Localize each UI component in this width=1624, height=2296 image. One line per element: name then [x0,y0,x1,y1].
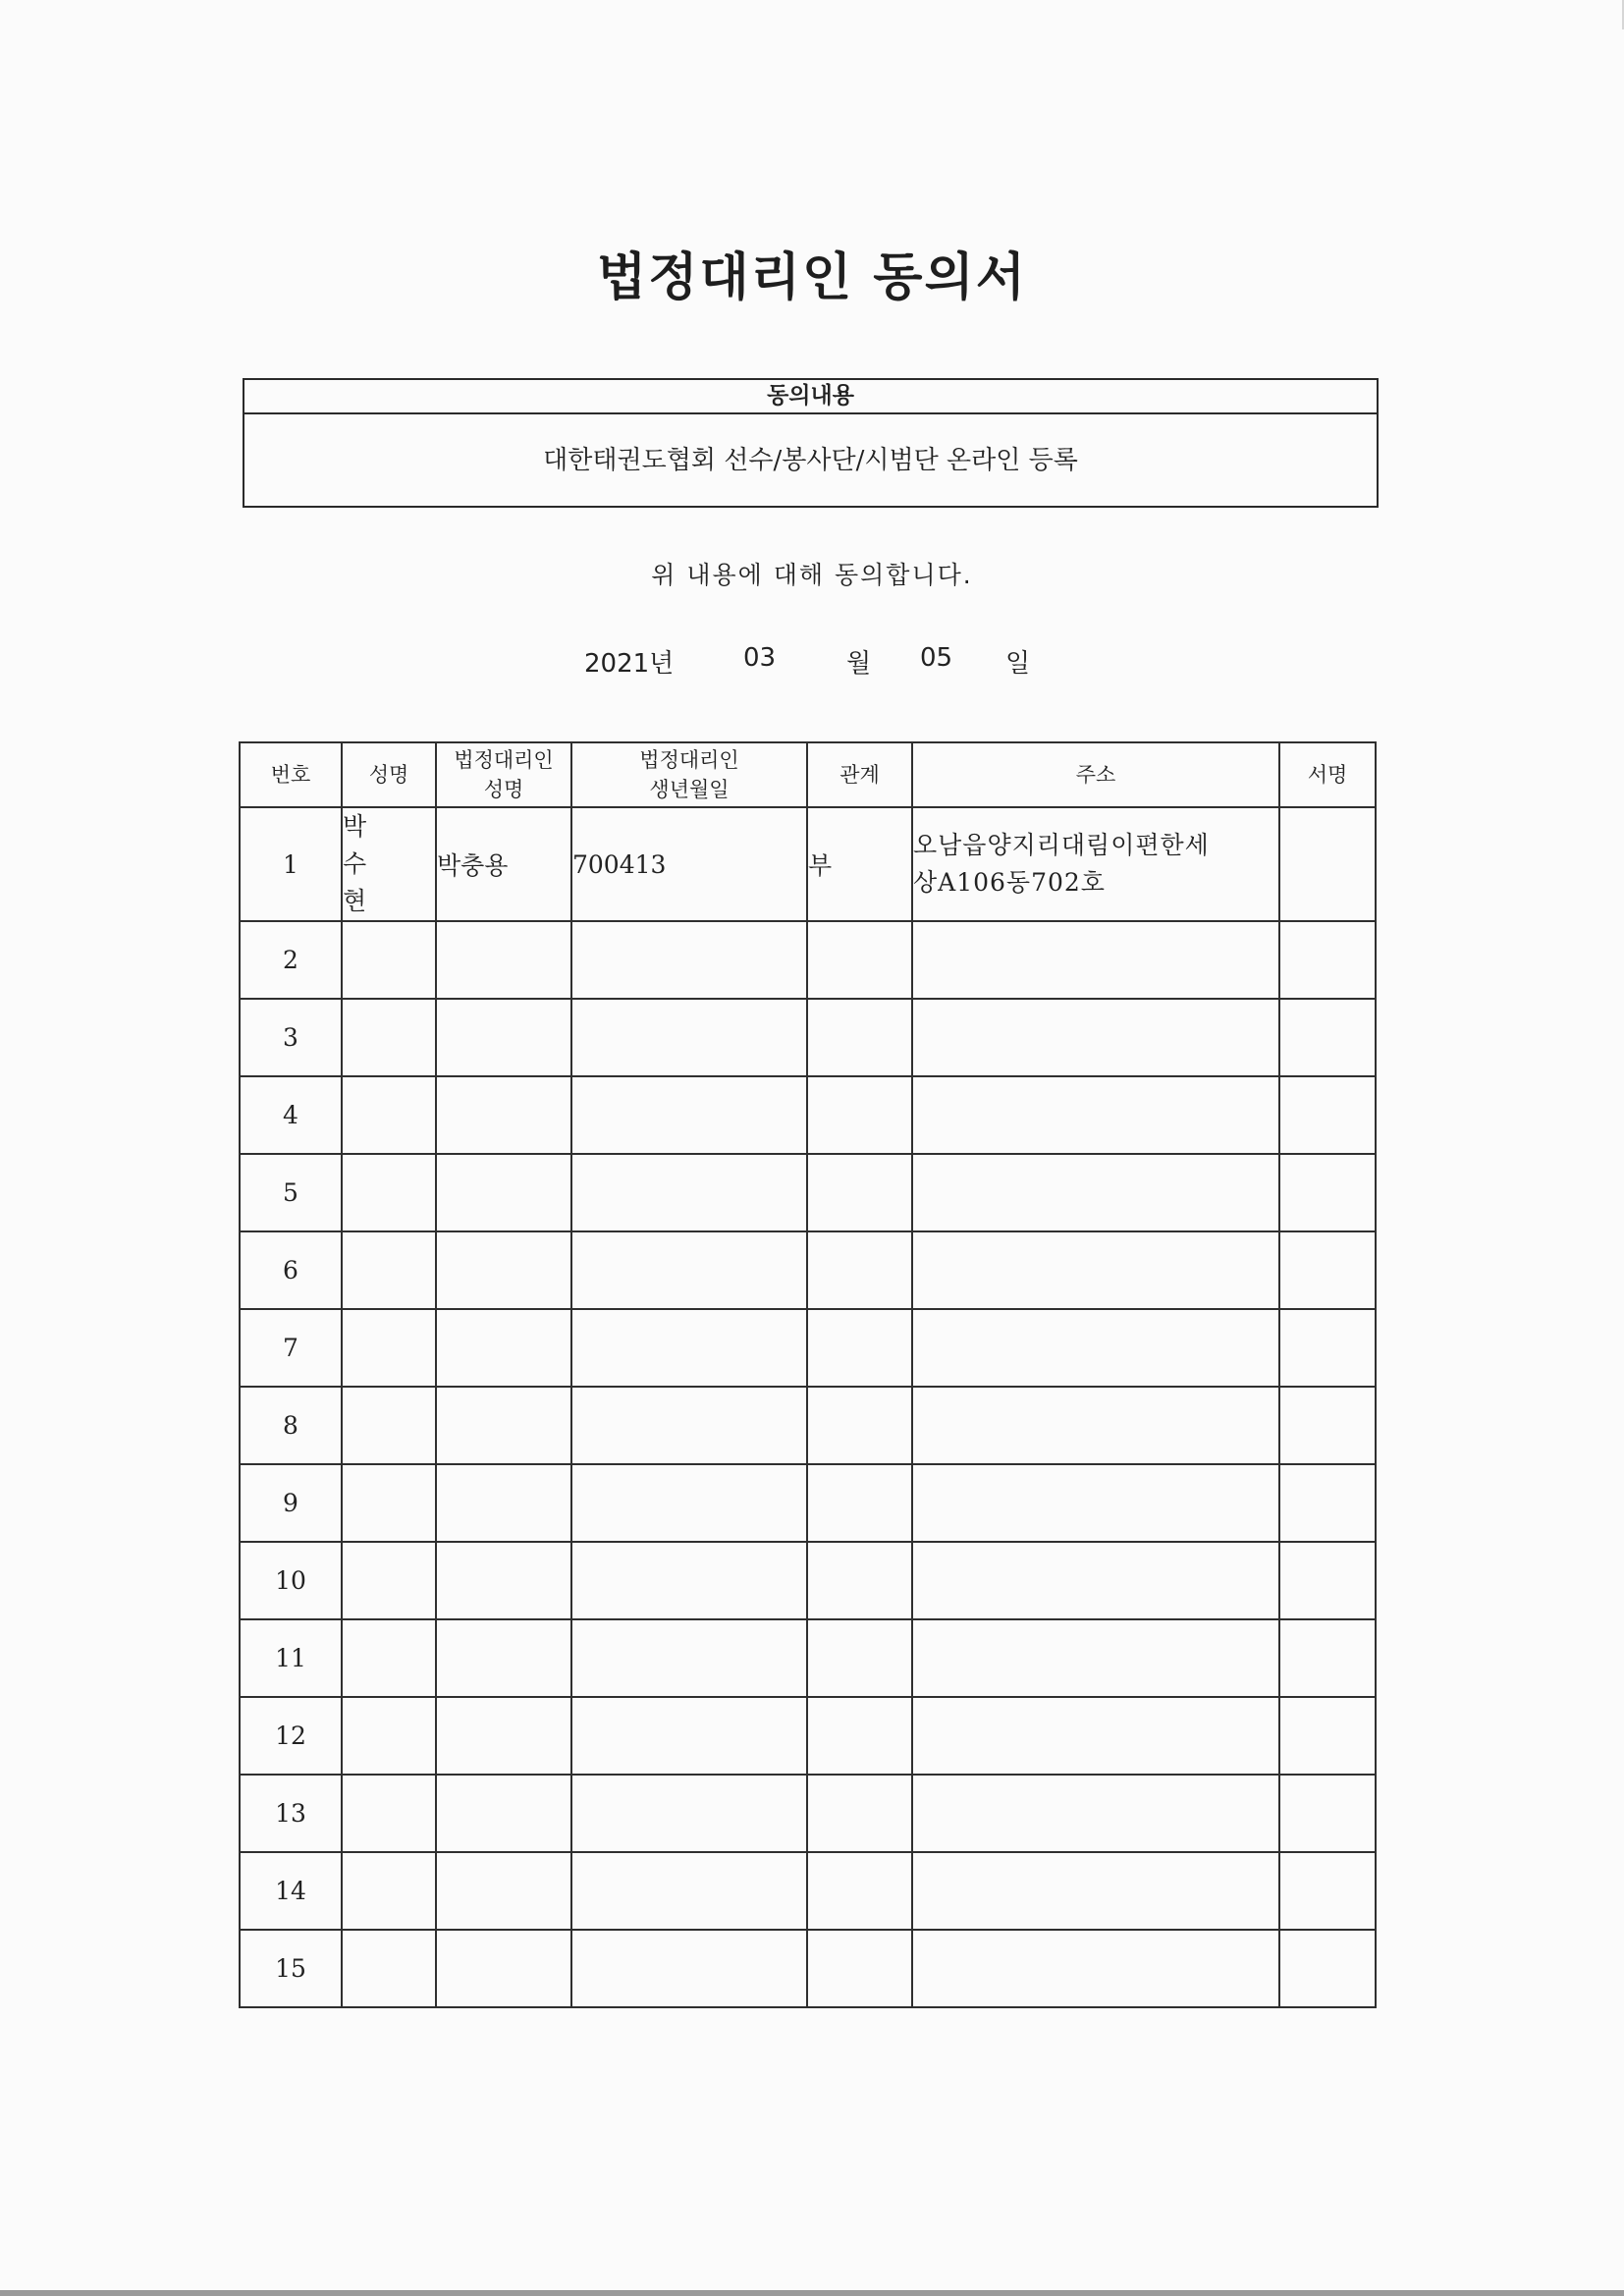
cell-signature [1279,1775,1376,1852]
cell-guardian-birth [571,1231,807,1309]
cell-relation [807,1930,912,2007]
cell-address [912,1930,1279,2007]
cell-relation [807,1619,912,1697]
cell-guardian-birth [571,1309,807,1387]
cell-guardian-birth [571,921,807,999]
cell-guardian-birth [571,1852,807,1930]
header-guardian-birth [571,742,807,807]
cell-name [342,1464,436,1542]
table-row [240,1542,1376,1619]
guardian-roster-table [239,741,1377,2008]
cell-guardian-name [436,921,571,999]
cell-signature [1279,921,1376,999]
cell-relation [807,921,912,999]
cell-guardian-name [436,1542,571,1619]
table-row [240,1076,1376,1154]
cell-relation [807,999,912,1076]
cell-address [912,1464,1279,1542]
cell-no: 11 [240,1619,342,1697]
agreement-statement: 위 내용에 대해 동의합니다. [651,561,973,589]
cell-no: 8 [240,1387,342,1464]
cell-name [342,1309,436,1387]
cell-address [912,1852,1279,1930]
cell-guardian-birth [571,1542,807,1619]
cell-relation [807,1542,912,1619]
header-name: 성명 [342,742,436,807]
cell-signature [1279,1930,1376,2007]
table-row [240,1464,1376,1542]
cell-relation [807,1154,912,1231]
cell-signature [1279,1697,1376,1775]
cell-guardian-birth [571,1154,807,1231]
cell-address [912,1697,1279,1775]
cell-address-line1: 오남읍양지리대림이편한세 [913,831,1210,859]
date-year: 2021년 [584,649,675,679]
cell-address [912,1387,1279,1464]
cell-guardian-birth [571,1464,807,1542]
consent-content-body: 대한태권도협회 선수/봉사단/시범단 온라인 등록 [543,446,1078,475]
table-row [240,1154,1376,1231]
cell-address [912,1309,1279,1387]
cell-guardian-name [436,1231,571,1309]
cell-name [342,1775,436,1852]
cell-address [912,1619,1279,1697]
date-day-unit: 일 [1005,649,1031,679]
header-guardian-name-line1: 법정대리인 [454,748,554,772]
cell-relation [807,1231,912,1309]
cell-relation: 부 [807,807,912,921]
cell-address [912,807,1279,921]
cell-address-line2: 상A106동702호 [913,868,1106,897]
document-title: 법정대리인 동의서 [597,247,1027,307]
cell-address [912,921,1279,999]
cell-no: 1 [240,807,342,921]
table-header-row [240,742,1376,807]
cell-no: 14 [240,1852,342,1930]
cell-no: 9 [240,1464,342,1542]
cell-signature [1279,1309,1376,1387]
table-row [240,1387,1376,1464]
cell-guardian-name [436,1775,571,1852]
cell-no: 6 [240,1231,342,1309]
cell-guardian-name [436,1464,571,1542]
cell-guardian-name [436,1697,571,1775]
cell-no: 3 [240,999,342,1076]
cell-relation [807,1464,912,1542]
cell-name [342,1387,436,1464]
cell-signature [1279,1542,1376,1619]
table-row [240,807,1376,921]
cell-name-line2: 현 [343,887,381,915]
cell-guardian-name [436,1852,571,1930]
header-guardian-birth-line2: 생년월일 [649,778,730,801]
cell-name [342,921,436,999]
cell-address [912,1231,1279,1309]
consent-content-header: 동의내용 [244,380,1377,414]
cell-relation [807,1852,912,1930]
cell-guardian-name [436,999,571,1076]
cell-no: 12 [240,1697,342,1775]
cell-signature [1279,999,1376,1076]
cell-guardian-name [436,1387,571,1464]
cell-guardian-birth [571,1619,807,1697]
cell-signature [1279,1231,1376,1309]
cell-signature [1279,1154,1376,1231]
header-no: 번호 [240,742,342,807]
table-row [240,921,1376,999]
cell-signature [1279,1076,1376,1154]
cell-name [342,1154,436,1231]
table-row [240,1309,1376,1387]
consent-content-box [243,378,1379,508]
cell-no: 2 [240,921,342,999]
cell-guardian-birth [571,1387,807,1464]
table-row [240,1852,1376,1930]
header-address: 주소 [912,742,1279,807]
cell-guardian-name [436,1154,571,1231]
cell-guardian-name [436,1076,571,1154]
cell-guardian-birth: 700413 [571,807,807,921]
header-guardian-name [436,742,571,807]
cell-name [342,1231,436,1309]
cell-name [342,1697,436,1775]
cell-no: 5 [240,1154,342,1231]
cell-guardian-birth [571,1930,807,2007]
cell-name [342,807,436,921]
cell-name [342,1076,436,1154]
cell-signature [1279,1852,1376,1930]
cell-address [912,1076,1279,1154]
cell-guardian-birth [571,999,807,1076]
header-relation: 관계 [807,742,912,807]
cell-no: 4 [240,1076,342,1154]
cell-relation [807,1387,912,1464]
cell-guardian-name [436,1309,571,1387]
header-signature: 서명 [1279,742,1376,807]
cell-address [912,1542,1279,1619]
cell-guardian-birth [571,1076,807,1154]
cell-no: 15 [240,1930,342,2007]
cell-no: 7 [240,1309,342,1387]
cell-signature [1279,1464,1376,1542]
cell-address [912,1154,1279,1231]
cell-address [912,1775,1279,1852]
date-month: 03 [743,643,777,673]
cell-guardian-birth [571,1697,807,1775]
cell-name [342,1619,436,1697]
header-guardian-name-line2: 성명 [483,778,524,801]
table-body [240,807,1376,2007]
cell-relation [807,1775,912,1852]
cell-guardian-birth [571,1775,807,1852]
table-row [240,1231,1376,1309]
cell-name [342,1542,436,1619]
date-day: 05 [920,643,953,673]
cell-signature [1279,1387,1376,1464]
table-row [240,1619,1376,1697]
table-row [240,1775,1376,1852]
cell-relation [807,1076,912,1154]
cell-name [342,1930,436,2007]
date-month-unit: 월 [846,649,872,679]
cell-name [342,1852,436,1930]
cell-relation [807,1697,912,1775]
cell-signature [1279,1619,1376,1697]
table-row [240,1930,1376,2007]
cell-no: 10 [240,1542,342,1619]
cell-guardian-name [436,1930,571,2007]
cell-address [912,999,1279,1076]
cell-name-line1: 박 수 [343,812,381,878]
table-row [240,999,1376,1076]
cell-relation [807,1309,912,1387]
header-guardian-birth-line1: 법정대리인 [639,748,739,772]
cell-guardian-name [436,1619,571,1697]
cell-signature [1279,807,1376,921]
cell-guardian-name: 박충용 [436,807,571,921]
table-row [240,1697,1376,1775]
cell-no: 13 [240,1775,342,1852]
scan-edge-bottom [0,2290,1624,2296]
cell-name [342,999,436,1076]
